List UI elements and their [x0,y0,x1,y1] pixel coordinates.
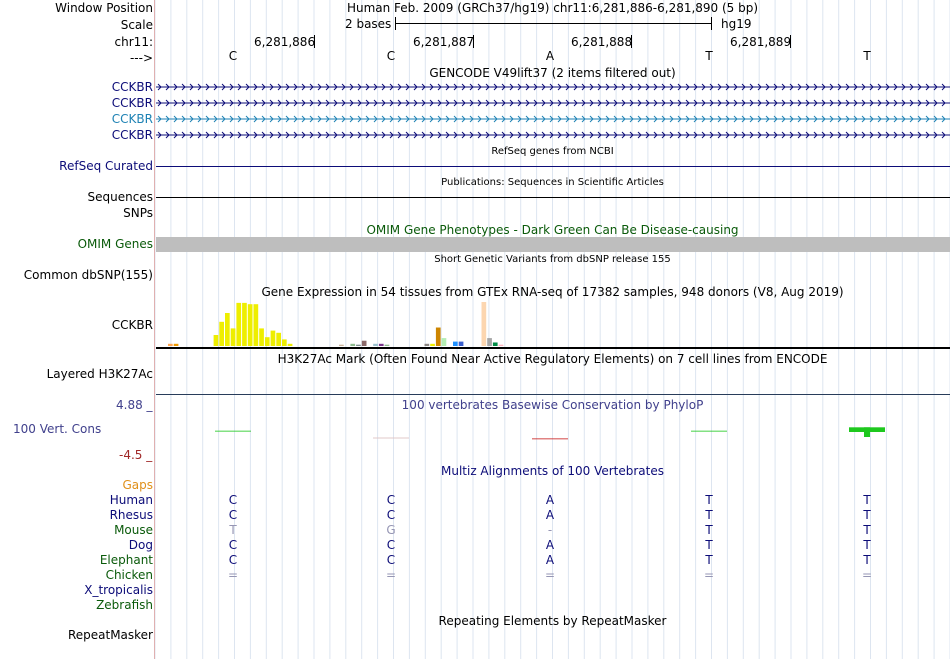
gtex-tissue-bar [362,341,367,346]
gtex-tissue-bar [373,344,378,346]
gtex-tissue-bar [379,344,384,346]
gtex-tissue-bar [442,338,447,346]
repeatmasker-label[interactable]: RepeatMasker [67,628,153,642]
species-label-zebrafish[interactable]: Zebrafish [96,598,153,612]
publications-title: Publications: Sequences in Scientific Articles [441,177,664,188]
h3k27ac-label[interactable]: Layered H3K27Ac [46,367,153,381]
alignment-base: T [863,508,871,522]
species-label-chicken[interactable]: Chicken [105,568,153,582]
alignment-base: = [703,568,715,582]
refseq-gene-line[interactable] [156,166,950,167]
cons-min-label: -4.5 _ [119,448,153,462]
alignment-base: - [547,523,553,537]
gencode-transcripts[interactable] [156,80,950,144]
alignment-base: C [386,553,396,567]
alignment-base: = [385,568,397,582]
alignment-base: T [705,523,713,537]
alignment-base: = [861,568,873,582]
gtex-tissue-bar [265,337,270,346]
refseq-title: RefSeq genes from NCBI [491,146,614,157]
ruler-coordinate: 6,281,887 [413,35,475,49]
gtex-baseline [156,347,950,349]
gencode-item-2-label[interactable]: CCKBR [111,96,153,110]
window-position-label: Window Position [55,1,153,15]
gtex-tissue-bar [482,302,487,346]
alignment-base: = [544,568,556,582]
h3k27ac-baseline [156,394,950,395]
alignment-base: A [545,553,555,567]
alignment-base: T [705,553,713,567]
species-label-x_tropicalis[interactable]: X_tropicalis [84,583,153,597]
alignment-base: C [228,553,238,567]
phylop-plot[interactable] [156,405,950,455]
alignment-base: = [227,568,239,582]
gtex-tissue-bar [174,344,179,346]
track-margin-line [154,0,155,659]
gtex-tissue-bar [288,344,293,346]
gencode-item-1-label[interactable]: CCKBR [111,80,153,94]
scale-value: 2 bases [345,17,392,31]
omim-gene-bar[interactable] [156,237,950,252]
phylop-peak [864,427,870,437]
reference-base: C [228,49,238,63]
cons-label[interactable]: 100 Vert. Cons [13,422,102,436]
gtex-tissue-bar [231,328,236,346]
alignment-base: T [863,523,871,537]
alignment-base: A [545,493,555,507]
dbsnp-title: Short Genetic Variants from dbSNP release 155 [434,254,671,265]
reference-base: T [705,49,713,63]
gtex-tissue-bar [282,339,287,346]
gtex-tissue-bar [356,345,361,346]
alignment-base: C [386,493,396,507]
scale-bar-right-tick [711,17,712,30]
reference-base: T [863,49,871,63]
chrom-label: chr11: [114,35,153,49]
strand-label: ---> [129,51,153,65]
snps-label[interactable]: SNPs [123,206,153,220]
gaps-label: Gaps [122,478,153,492]
gtex-tissue-bar [430,344,435,346]
gtex-tissue-bar [276,333,281,346]
phylop-value [215,431,251,433]
alignment-base: G [386,523,396,537]
alignment-base: T [705,538,713,552]
species-label-elephant[interactable]: Elephant [99,553,153,567]
gtex-tissue-bar [385,345,390,346]
gtex-tissue-bar [168,344,173,346]
gtex-tissue-bar [254,304,259,346]
gtex-tissue-bar [350,344,355,346]
alignment-base: C [386,538,396,552]
species-label-human[interactable]: Human [109,493,153,507]
gtex-tissue-bar [259,328,264,346]
species-label-mouse[interactable]: Mouse [114,523,153,537]
gtex-tissue-bar [248,304,253,346]
alignment-base: T [863,538,871,552]
alignment-base: T [863,553,871,567]
gtex-tissue-bar [425,344,430,346]
refseq-label[interactable]: RefSeq Curated [59,159,153,173]
gencode-item-3-label[interactable]: CCKBR [111,112,153,126]
gtex-tissue-bar [436,328,441,346]
window-position-value: Human Feb. 2009 (GRCh37/hg19) chr11:6,281,886-6,281,890 (5 bp) [346,1,759,15]
gtex-tissue-bar [459,342,464,346]
ruler-coordinate: 6,281,886 [254,35,316,49]
scale-bar [395,23,712,24]
multiz-title: Multiz Alignments of 100 Vertebrates [440,464,665,478]
alignment-base: T [863,493,871,507]
gtex-gene-label[interactable]: CCKBR [111,318,153,332]
gtex-tissue-bar [339,345,344,346]
repeatmasker-title: Repeating Elements by RepeatMasker [438,614,667,628]
gtex-tissue-bar [453,342,458,346]
gtex-tissue-bar [214,335,219,346]
cons-title: 100 vertebrates Basewise Conservation by PhyloP [401,398,704,412]
ruler-coordinate: 6,281,889 [730,35,792,49]
gtex-tissue-bar [499,345,504,346]
gencode-item-4-label[interactable]: CCKBR [111,128,153,142]
ruler-coordinate: 6,281,888 [571,35,633,49]
gtex-tissue-bar [493,342,498,346]
scale-label: Scale [120,18,153,32]
alignment-base: T [705,508,713,522]
alignment-base: C [386,508,396,522]
gtex-tissue-bar [242,303,247,346]
h3k27ac-title: H3K27Ac Mark (Often Found Near Active Regulatory Elements) on 7 cell lines from ENCODE [277,352,828,366]
alignment-base: C [228,508,238,522]
phylop-value [691,431,727,433]
gtex-title: Gene Expression in 54 tissues from GTEx RNA-seq of 17382 samples, 948 donors (V8, Aug 2019) [261,285,844,299]
scale-bar-left-tick [395,17,396,30]
cons-max-label: 4.88 _ [116,398,153,412]
alignment-base: C [228,538,238,552]
species-label-dog[interactable]: Dog [128,538,153,552]
publications-line [156,197,950,198]
alignment-base: T [705,493,713,507]
reference-base: C [386,49,396,63]
gtex-tissue-bar [487,338,492,346]
gtex-tissue-bar [225,313,230,346]
dbsnp-label[interactable]: Common dbSNP(155) [23,268,153,282]
gencode-title: GENCODE V49lift37 (2 items filtered out) [429,66,676,80]
alignment-base: T [229,523,237,537]
omim-title: OMIM Gene Phenotypes - Dark Green Can Be Disease-causing [366,223,739,237]
reference-base: A [545,49,555,63]
assembly-label: hg19 [721,17,752,31]
species-label-rhesus[interactable]: Rhesus [109,508,153,522]
alignment-base: C [228,493,238,507]
alignment-base: A [545,508,555,522]
omim-label[interactable]: OMIM Genes [77,237,153,251]
gtex-tissue-bar [236,303,241,346]
alignment-base: A [545,538,555,552]
gtex-tissue-bar [271,331,276,346]
sequences-label[interactable]: Sequences [87,190,153,204]
gtex-tissue-bar [219,322,224,346]
phylop-value [532,438,568,440]
gtex-bar-chart[interactable] [156,300,950,350]
